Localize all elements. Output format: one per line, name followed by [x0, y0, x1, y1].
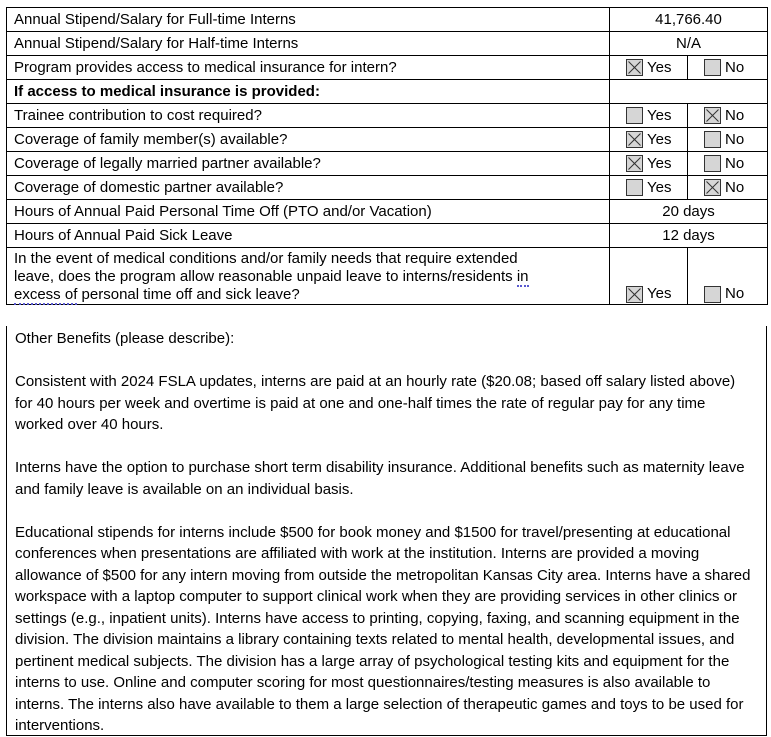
table-row: [7, 104, 768, 128]
full-time-label: Annual Stipend/Salary for Full-time Interns: [7, 8, 610, 32]
empty-cell: [610, 80, 768, 104]
table-row: [7, 248, 768, 305]
no-label: No: [725, 58, 745, 76]
family-yes: [610, 128, 688, 152]
yes-label: Yes: [647, 130, 672, 148]
disability-paragraph: Interns have the option to purchase short term disability insurance. Additional benefits such as maternity leave and family leave is available on an individual basis.: [15, 459, 745, 498]
no-label: No: [725, 178, 745, 196]
leave-no-checkbox[interactable]: [704, 286, 721, 303]
trainee-label: Trainee contribution to cost required?: [7, 104, 610, 128]
leave-line-3: personal time off and sick leave?: [77, 286, 300, 303]
married-yes-checkbox[interactable]: [626, 155, 643, 172]
married-no-checkbox[interactable]: [704, 155, 721, 172]
trainee-no-checkbox[interactable]: [704, 107, 721, 124]
table-row: [7, 80, 768, 104]
yes-label: Yes: [647, 106, 672, 124]
married-yes: [610, 152, 688, 176]
domestic-yes: [610, 176, 688, 200]
medical-yes-checkbox[interactable]: [626, 59, 643, 76]
medical-label: Program provides access to medical insurance for intern?: [7, 56, 610, 80]
table-row: [7, 128, 768, 152]
family-yes-checkbox[interactable]: [626, 131, 643, 148]
yes-label: Yes: [647, 154, 672, 172]
trainee-yes-checkbox[interactable]: [626, 107, 643, 124]
table-row: [7, 8, 768, 32]
table-row: [7, 200, 768, 224]
married-label: Coverage of legally married partner available?: [7, 152, 610, 176]
yes-label: Yes: [647, 285, 672, 302]
other-benefits-heading: Other Benefits (please describe):: [15, 330, 235, 347]
half-time-value: N/A: [610, 32, 768, 56]
family-no: [688, 128, 768, 152]
domestic-no-checkbox[interactable]: [704, 179, 721, 196]
leave-label: [7, 248, 610, 305]
trainee-yes: [610, 104, 688, 128]
yes-label: Yes: [647, 178, 672, 196]
leave-line-3-flagged: excess of: [14, 286, 78, 303]
family-label: Coverage of family member(s) available?: [7, 128, 610, 152]
family-no-checkbox[interactable]: [704, 131, 721, 148]
table-row: [7, 56, 768, 80]
sick-value: 12 days: [610, 224, 768, 248]
table-row: [7, 224, 768, 248]
leave-line-2-flagged: in: [516, 268, 529, 285]
sick-label: Hours of Annual Paid Sick Leave: [7, 224, 610, 248]
no-label: No: [725, 285, 745, 302]
leave-line-2: leave, does the program allow reasonable unpaid leave to interns/residents: [14, 268, 517, 285]
no-label: No: [725, 106, 745, 124]
full-time-value: 41,766.40: [610, 8, 768, 32]
no-label: No: [725, 154, 745, 172]
benefits-table: [6, 7, 768, 305]
married-no: [688, 152, 768, 176]
trainee-no: [688, 104, 768, 128]
other-benefits-section: [6, 326, 767, 736]
domestic-no: [688, 176, 768, 200]
leave-line-1: In the event of medical conditions and/or family needs that require extended: [14, 250, 518, 267]
medical-yes: [610, 56, 688, 80]
no-label: No: [725, 130, 745, 148]
table-row: [7, 152, 768, 176]
domestic-label: Coverage of domestic partner available?: [7, 176, 610, 200]
table-row: [7, 176, 768, 200]
stipends-paragraph: Educational stipends for interns include $500 for book money and $1500 for travel/presenting at educational conferences when presentations are affiliated with work at the institution. Interns are provided a moving allowance of $500 for any intern moving from outside the metropolitan Kansas City area. Interns have a shared workspace with a laptop computer to support clinical work when they are providing services in other clinics or settings (e.g., inpatient units). Interns have access to printing, copying, faxing, and scanning equipment in the division. The division maintains a library containing texts related to mental health, developmental issues, and pertinent medical subjects. The division has a large array of psychological testing kits and equipment for the interns to use. Online and computer scoring for most questionnaires/testing measures is also available to interns. The interns also have available to them a large selection of therapeutic games and toys to be used for interventions.: [15, 523, 751, 734]
domestic-yes-checkbox[interactable]: [626, 179, 643, 196]
table-row: [7, 32, 768, 56]
pto-label: Hours of Annual Paid Personal Time Off (PTO and/or Vacation): [7, 200, 610, 224]
half-time-label: Annual Stipend/Salary for Half-time Interns: [7, 32, 610, 56]
overtime-paragraph: Consistent with 2024 FSLA updates, interns are paid at an hourly rate ($20.08; based off salary listed above) for 40 hours per week and overtime is paid at one and one-half times the rate of regular pay for any time worked over 40 hours.: [15, 373, 736, 433]
if-access-label: If access to medical insurance is provided:: [7, 80, 610, 104]
yes-label: Yes: [647, 58, 672, 76]
leave-yes-checkbox[interactable]: [626, 286, 643, 303]
leave-yes: [610, 248, 688, 305]
medical-no-checkbox[interactable]: [704, 59, 721, 76]
leave-no: [688, 248, 768, 305]
pto-value: 20 days: [610, 200, 768, 224]
medical-no: [688, 56, 768, 80]
